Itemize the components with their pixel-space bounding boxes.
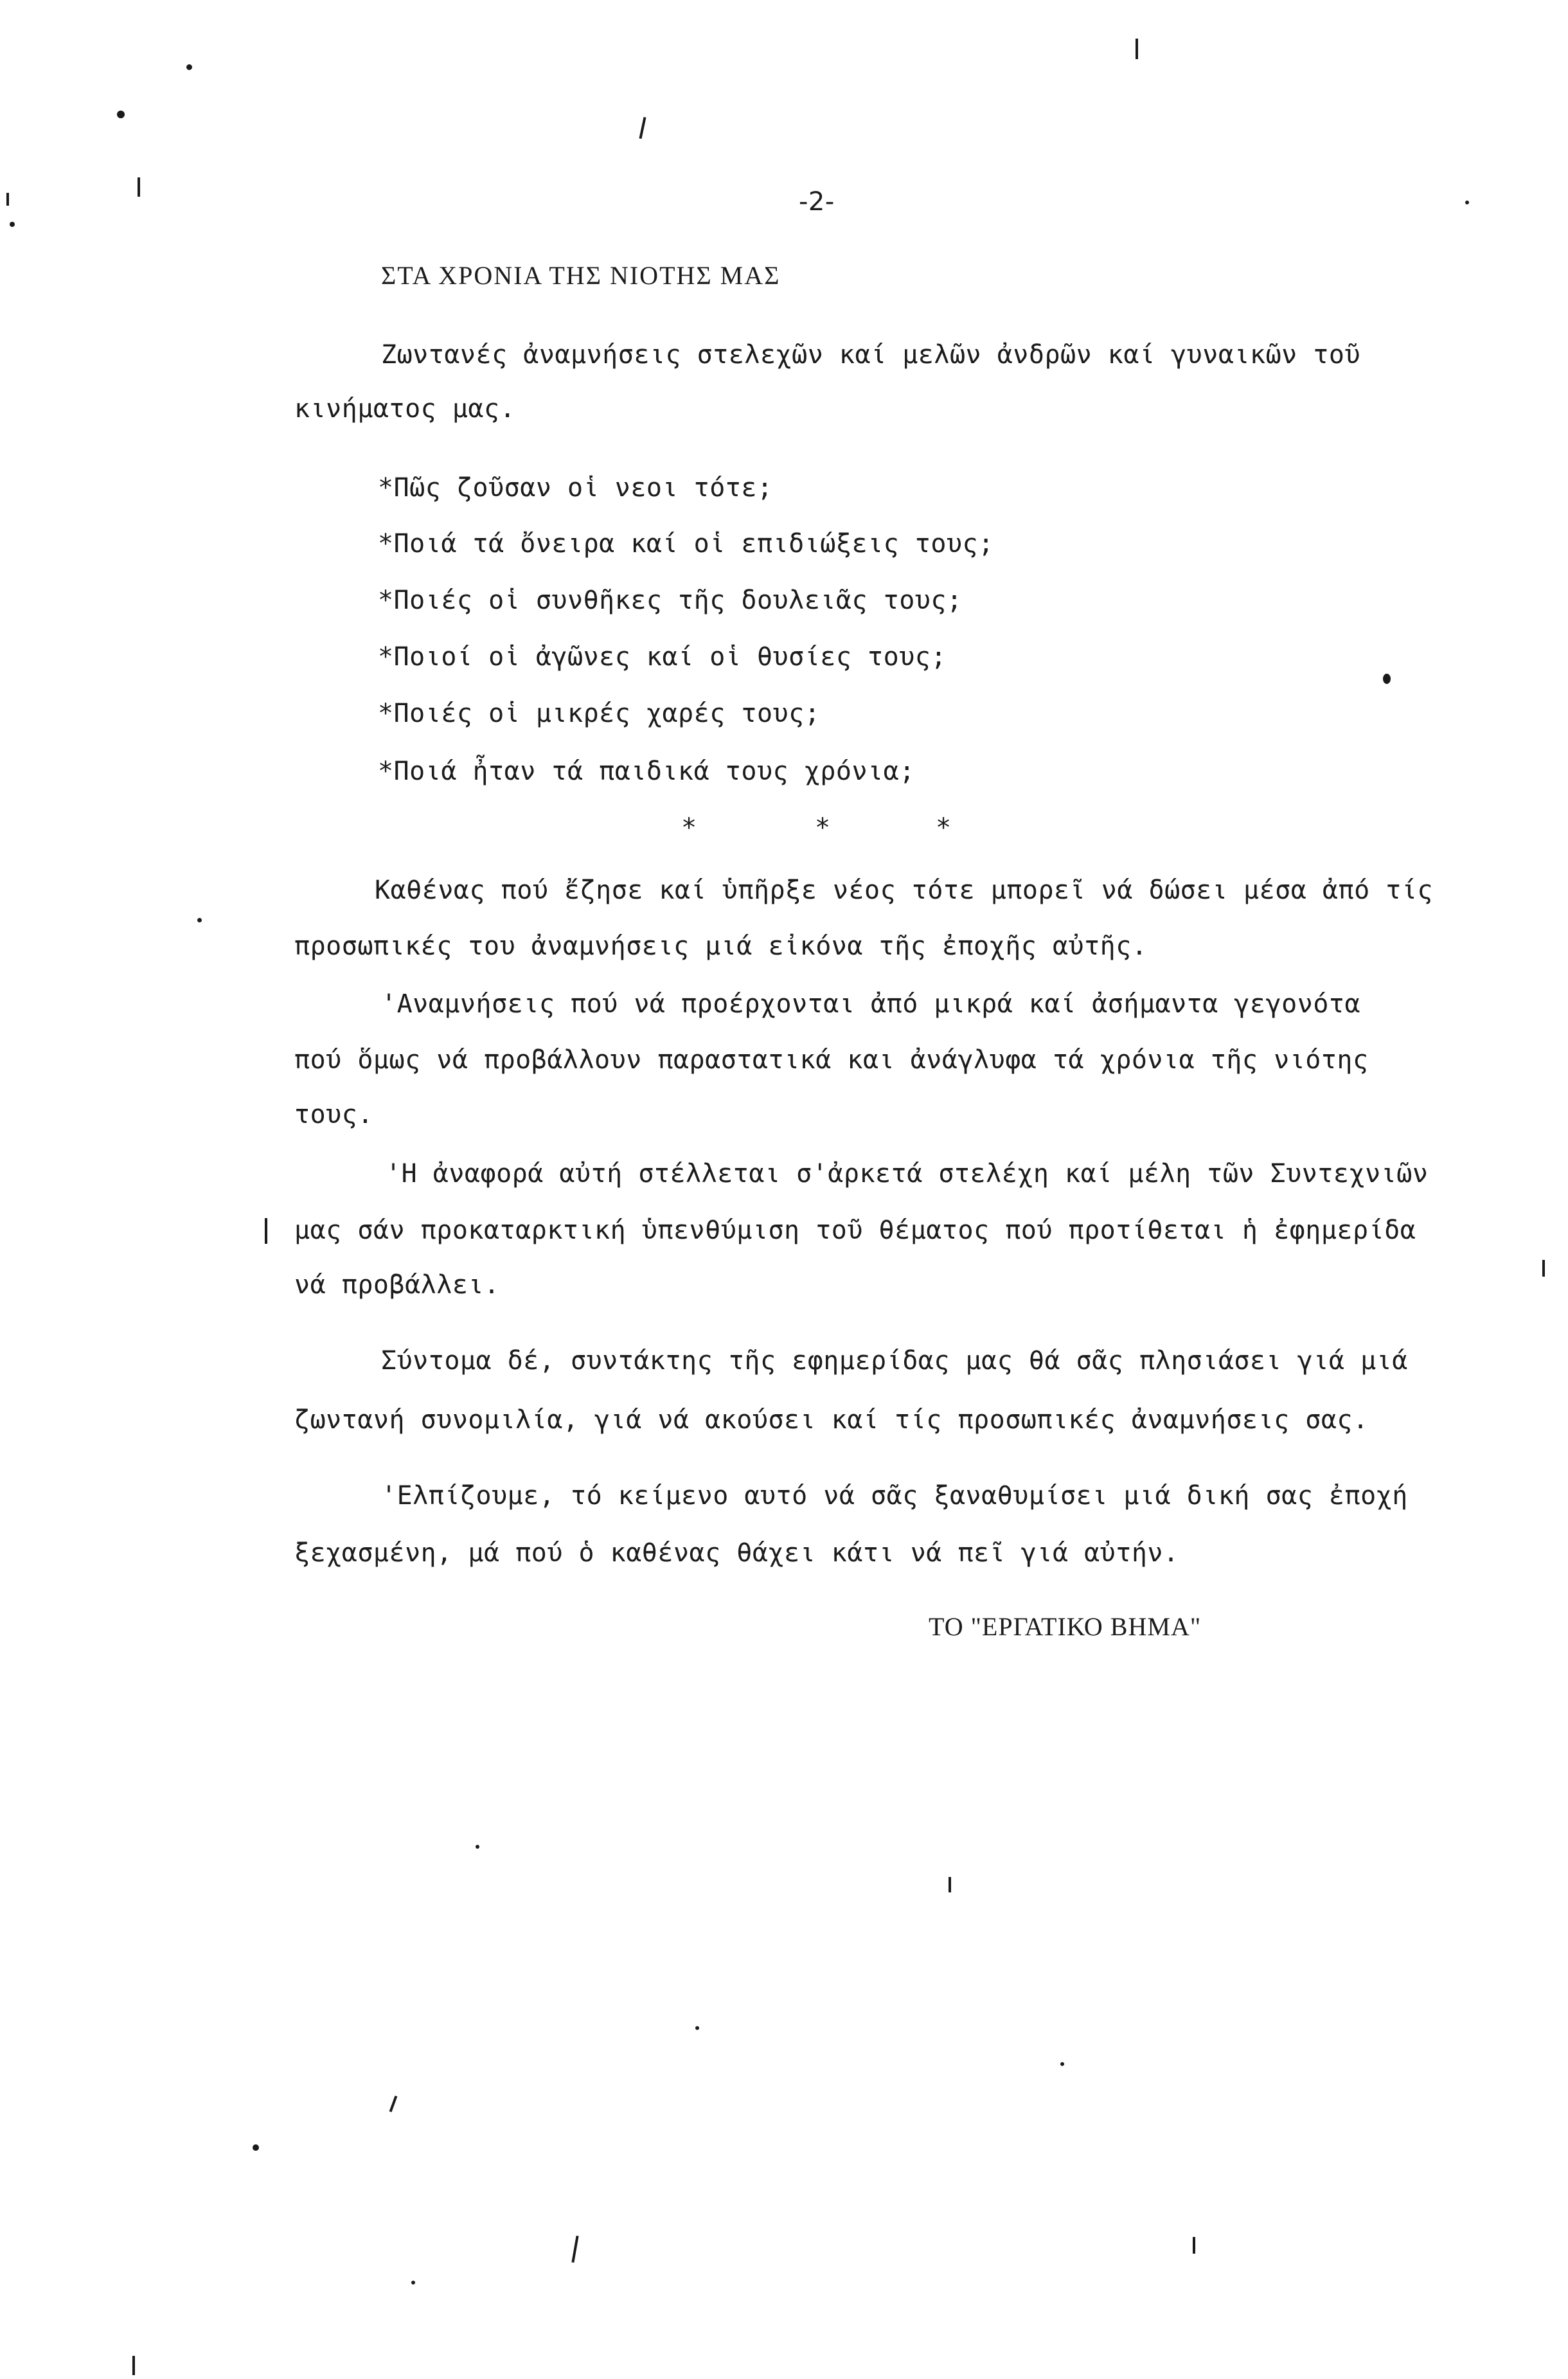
paragraph-line: πού ὅμως νά προβάλλουν παραστατικά και ἀνάγλυφα τά χρόνια τῆς νιότης	[294, 1045, 1369, 1075]
scan-speck	[186, 64, 192, 70]
paragraph-line: ξεχασμένη, μά πού ὁ καθένας θάχει κάτι νά πεῖ γιά αὐτήν.	[294, 1538, 1179, 1568]
paragraph-line: προσωπικές του ἀναμνήσεις μιά εἰκόνα τῆς ἐποχῆς αὐτῆς.	[294, 931, 1148, 961]
question-item: *Ποιοί οἱ ἀγῶνες καί οἱ θυσίες τους;	[378, 642, 947, 672]
separator-star: *	[681, 813, 697, 843]
paragraph-line: 'Αναμνήσεις πού νά προέρχονται ἀπό μικρά καί ἀσήμαντα γεγονότα	[381, 989, 1361, 1019]
scan-mark	[949, 1877, 951, 1892]
scan-speck	[1060, 2062, 1064, 2066]
scan-speck	[197, 918, 202, 922]
signature: ΤΟ "ΕΡΓΑΤΙΚΟ ΒΗΜΑ"	[929, 1612, 1202, 1641]
scan-mark	[389, 2096, 398, 2112]
paragraph-line: ζωντανή συνομιλία, γιά νά ακούσει καί τίς προσωπικές ἀναμνήσεις σας.	[294, 1405, 1369, 1435]
intro-line: Ζωντανές ἀναμνήσεις στελεχῶν καί μελῶν ἀνδρῶν καί γυναικῶν τοῦ	[381, 340, 1361, 370]
question-item: *Ποιές οἱ μικρές χαρές τους;	[378, 699, 821, 728]
scan-speck	[253, 2144, 259, 2151]
scan-speck	[1465, 201, 1469, 204]
scan-mark	[1542, 1260, 1545, 1277]
paragraph-line: νά προβάλλει.	[294, 1270, 500, 1300]
scan-speck	[695, 2026, 699, 2030]
separator-star: *	[815, 813, 831, 843]
paragraph-line: Καθένας πού ἔζησε καί ὑπῆρξε νέος τότε μπορεῖ νά δώσει μέσα ἀπό τίς	[375, 875, 1433, 905]
scan-mark	[571, 2236, 578, 2263]
intro-line: κινήματος μας.	[294, 394, 516, 424]
scan-mark	[1193, 2237, 1195, 2254]
question-item: *Ποιά ἦταν τά παιδικά τους χρόνια;	[378, 757, 915, 786]
scan-speck	[10, 222, 15, 227]
scan-speck	[411, 2281, 415, 2285]
question-item: *Ποιά τά ὄνειρα καί οἱ επιδιώξεις τους;	[378, 529, 994, 559]
document-heading: ΣΤΑ ΧΡΟΝΙΑ ΤΗΣ ΝΙΟΤΗΣ ΜΑΣ	[381, 261, 781, 290]
scan-speck	[476, 1845, 479, 1849]
question-item: *Ποιές οἱ συνθῆκες τῆς δουλειᾶς τους;	[378, 586, 963, 615]
page-number: -2-	[799, 187, 835, 217]
paragraph-line: Σύντομα δέ, συντάκτης τῆς εφημερίδας μας θά σᾶς πλησιάσει γιά μιά	[381, 1346, 1408, 1376]
paragraph-line: 'Η ἀναφορά αὐτή στέλλεται σ'ἀρκετά στελέχη καί μέλη τῶν Συντεχνιῶν	[386, 1159, 1429, 1189]
question-item: *Πῶς ζοῦσαν οἱ νεοι τότε;	[378, 473, 773, 503]
paragraph-line: τους.	[294, 1100, 373, 1129]
scan-speck	[1383, 674, 1391, 684]
paragraph-line: μας σάν προκαταρκτική ὑπενθύμιση τοῦ θέματος πού προτίθεται ἡ ἐφημερίδα	[294, 1216, 1416, 1245]
scan-mark	[132, 2356, 135, 2375]
scan-mark	[1136, 39, 1138, 59]
scan-mark	[639, 117, 646, 139]
scan-mark	[6, 193, 9, 206]
scan-mark	[138, 177, 140, 197]
paragraph-line: 'Ελπίζουμε, τό κείμενο αυτό νά σᾶς ξαναθυμίσει μιά δική σας ἐποχή	[381, 1481, 1408, 1511]
scan-mark	[265, 1218, 267, 1244]
separator-star: *	[936, 813, 952, 843]
scan-speck	[117, 111, 125, 118]
